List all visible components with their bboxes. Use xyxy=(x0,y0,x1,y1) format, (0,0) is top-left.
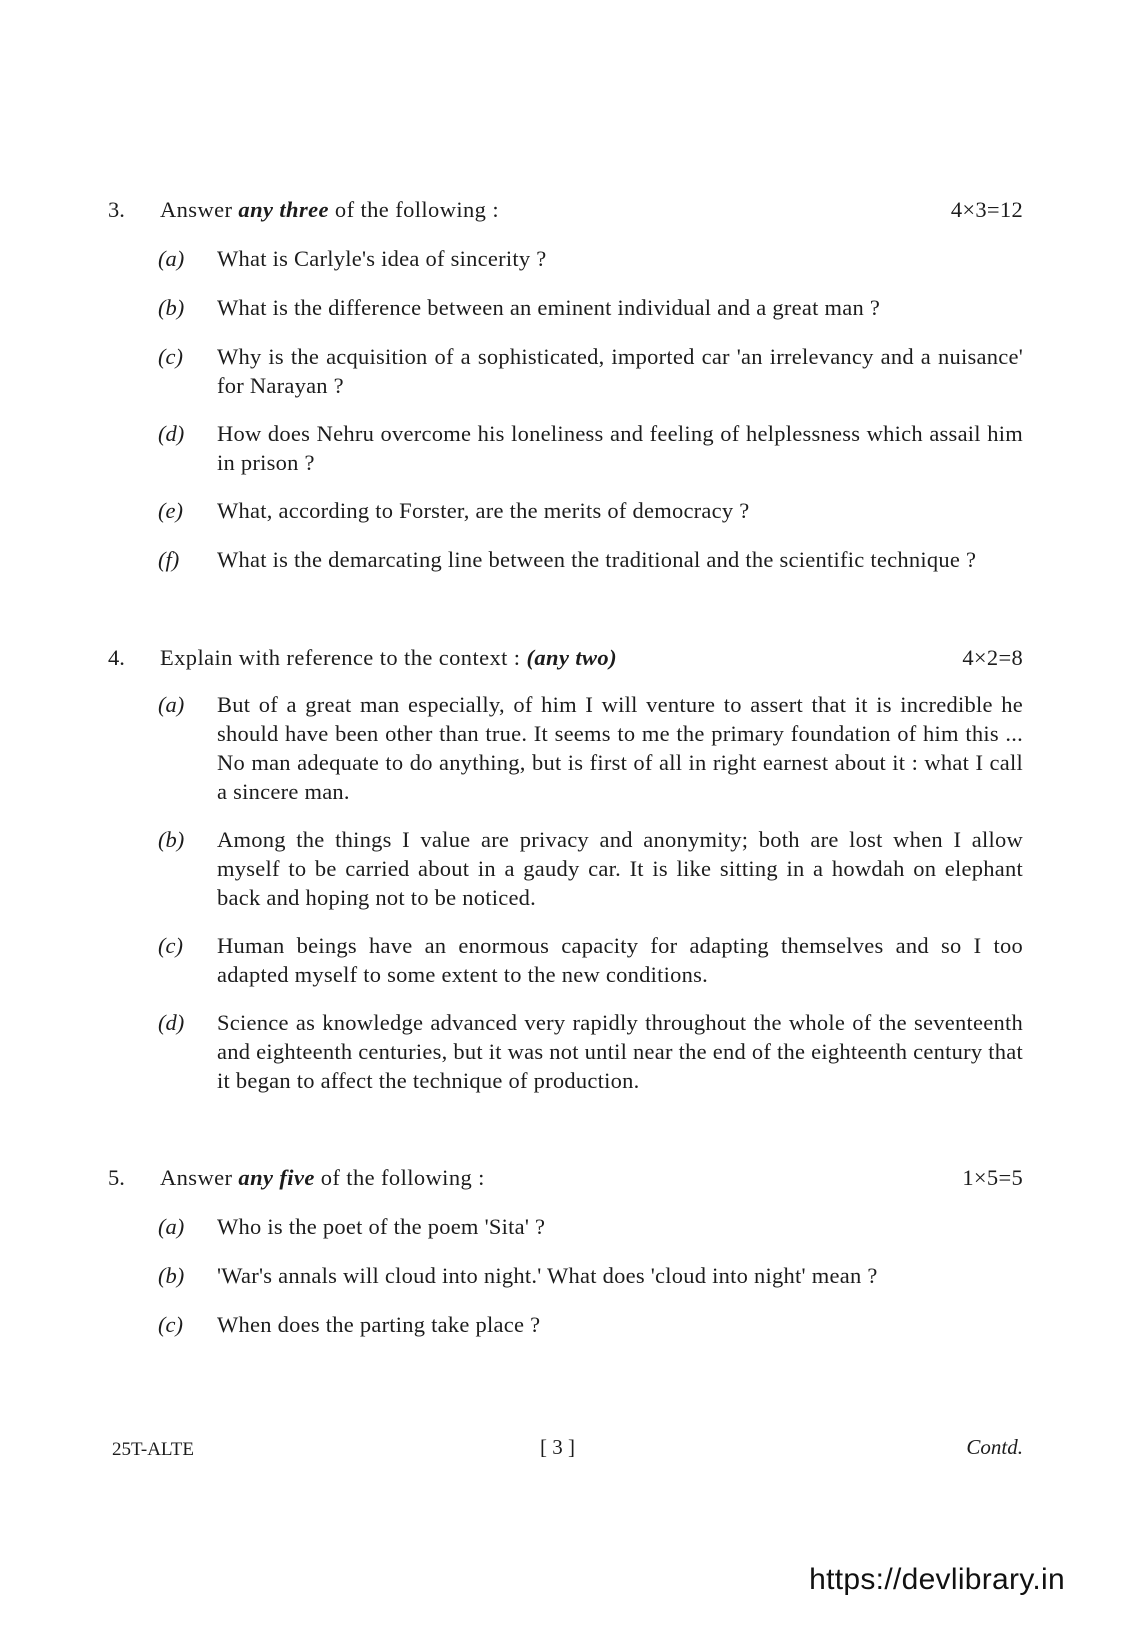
sub-question-3d: (d) How does Nehru overcome his loneliness and feeling of helplessness which assail him in prison ? xyxy=(158,421,1023,475)
question-marks: 4×3=12 xyxy=(950,197,1023,222)
question-marks: 1×5=5 xyxy=(962,1165,1023,1190)
question-marks: 4×2=8 xyxy=(962,645,1023,670)
page-number: [ 3 ] xyxy=(540,1435,575,1459)
sub-question-5c: (c) When does the parting take place ? xyxy=(158,1312,541,1337)
question-5-heading xyxy=(108,1163,1023,1193)
sub-question-5a: (a) Who is the poet of the poem 'Sita' ? xyxy=(158,1214,546,1239)
question-4-heading xyxy=(108,643,1023,673)
sub-question-3f: (f) What is the demarcating line between the traditional and the scientific technique ? xyxy=(158,547,977,572)
question-instruction: Answer any three of the following : xyxy=(160,197,499,222)
question-number: 4. xyxy=(108,645,125,670)
sub-question-3a: (a) What is Carlyle's idea of sincerity ? xyxy=(158,246,547,271)
question-number: 3. xyxy=(108,197,125,222)
sub-question-4b: (b) Among the things I value are privacy and anonymity; both are lost when I allow myself to be carried about in a gaudy car. It is like sitting in a howdah on elephant back and hoping not to be noticed. xyxy=(158,827,1023,910)
question-3-heading xyxy=(108,195,1023,225)
question-number: 5. xyxy=(108,1165,125,1190)
sub-question-4a: (a) But of a great man especially, of him I will venture to assert that it is incredible he should have been other than true. It seems to me the primary foundation of him this ... No man adequate to do anything, but is first of all in right earnest about it : what I call a sincere man. xyxy=(158,692,1023,804)
sub-question-3b: (b) What is the difference between an eminent individual and a great man ? xyxy=(158,295,881,320)
sub-question-4c: (c) Human beings have an enormous capacity for adapting themselves and so I too adapted myself to some extent to the new conditions. xyxy=(158,933,1023,987)
paper-code: 25T-ALTE xyxy=(112,1439,194,1460)
question-instruction: Answer any five of the following : xyxy=(160,1165,485,1190)
sub-question-3c: (c) Why is the acquisition of a sophisticated, imported car 'an irrelevancy and a nuisance' for Narayan ? xyxy=(158,344,1023,398)
continued-label: Contd. xyxy=(966,1435,1023,1459)
sub-question-4d: (d) Science as knowledge advanced very rapidly throughout the whole of the seventeenth and eighteenth centuries, but it was not until near the end of the eighteenth century that it began to affect the technique of production. xyxy=(158,1010,1024,1093)
sub-question-3e: (e) What, according to Forster, are the merits of democracy ? xyxy=(158,498,750,523)
sub-question-5b: (b) 'War's annals will cloud into night.' What does 'cloud into night' mean ? xyxy=(158,1263,878,1288)
watermark-url: https://devlibrary.in xyxy=(809,1563,1065,1596)
question-instruction: Explain with reference to the context : (any two) xyxy=(160,645,617,670)
